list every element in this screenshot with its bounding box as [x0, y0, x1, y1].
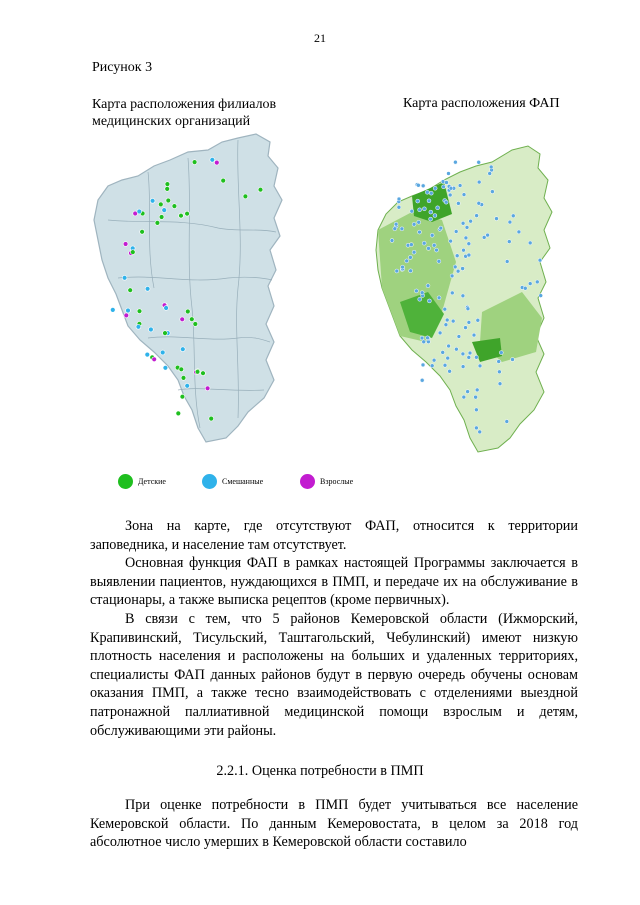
- fap-marker: [538, 258, 542, 262]
- fap-marker: [523, 286, 527, 290]
- fap-marker: [461, 221, 465, 225]
- fap-marker: [474, 408, 478, 412]
- fap-marker: [489, 165, 493, 169]
- fap-marker: [467, 320, 471, 324]
- map-marker: [210, 157, 215, 162]
- green-dot-icon: [118, 474, 133, 489]
- left-region-shape: [94, 134, 282, 442]
- map-marker: [136, 324, 141, 329]
- fap-marker: [437, 296, 441, 300]
- map-marker: [179, 213, 184, 218]
- paragraph-zone: Зона на карте, где отсутствуют ФАП, относится к территории заповедника, и население там отсутствует.: [90, 518, 578, 553]
- fap-marker: [412, 250, 416, 254]
- map-marker: [150, 198, 155, 203]
- fap-marker: [461, 294, 465, 298]
- fap-marker: [418, 208, 422, 212]
- fap-marker: [448, 369, 452, 373]
- fap-marker: [409, 269, 413, 273]
- legend-label: Смешанные: [222, 477, 264, 486]
- paragraph-districts: В связи с тем, что 5 районов Кемеровской области (Ижморский, Крапивинский, Тисульский, Таштагольский, Чебулинский) имеют низкую плотность населения и расположены на больших и удаленных территориях, специалисты ФАП данных районов будут в первую очередь обучены основам оказания ПМП, а также тесно взаимодействовать с отделениями выездной патронажной паллиативной медицинской помощи взрослым и детям, обслуживающими эти районы.: [90, 610, 578, 739]
- fap-marker: [443, 363, 447, 367]
- fap-marker: [397, 197, 401, 201]
- fap-marker: [444, 323, 448, 327]
- fap-marker: [437, 259, 441, 263]
- fap-marker: [465, 225, 469, 229]
- fap-marker: [420, 291, 424, 295]
- fap-marker: [450, 291, 454, 295]
- fap-marker: [445, 181, 449, 185]
- map-marker: [185, 309, 190, 314]
- map-marker: [163, 331, 168, 336]
- map-marker: [166, 198, 171, 203]
- map-marker: [221, 178, 226, 183]
- fap-marker: [457, 335, 461, 339]
- fap-marker: [511, 214, 515, 218]
- fap-marker: [535, 280, 539, 284]
- fap-marker: [476, 318, 480, 322]
- map-marker: [195, 369, 200, 374]
- legend-label: Детские: [138, 477, 166, 486]
- fap-marker: [453, 265, 457, 269]
- fap-marker: [462, 395, 466, 399]
- fap-marker: [410, 209, 414, 213]
- fap-marker: [405, 259, 409, 263]
- fap-marker: [449, 186, 453, 190]
- paragraph-estimate: При оценке потребности в ПМП будет учитываться все население Кемеровской области. По данным Кемеровостата, в целом за 2018 год абсолютное число умерших в Кемеровской области составило: [90, 797, 578, 851]
- fap-marker: [430, 233, 434, 237]
- map-marker: [160, 350, 165, 355]
- map-marker: [124, 313, 129, 318]
- fap-marker: [429, 217, 433, 221]
- fap-marker: [466, 307, 470, 311]
- fap-marker: [426, 284, 430, 288]
- map-marker: [193, 322, 198, 327]
- fap-marker: [441, 350, 445, 354]
- fap-marker: [461, 352, 465, 356]
- fap-marker: [429, 191, 433, 195]
- fap-marker: [511, 358, 515, 362]
- fap-marker: [448, 193, 452, 197]
- map-marker: [158, 202, 163, 207]
- map-marker: [163, 365, 168, 370]
- map-marker: [164, 306, 169, 311]
- fap-marker: [467, 355, 471, 359]
- fap-marker: [456, 269, 460, 273]
- fap-marker: [427, 246, 431, 250]
- map-marker: [180, 394, 185, 399]
- fap-marker: [497, 370, 501, 374]
- map-marker: [179, 367, 184, 372]
- fap-marker: [443, 307, 447, 311]
- fap-marker: [425, 190, 429, 194]
- fap-marker: [490, 190, 494, 194]
- fap-marker: [474, 426, 478, 430]
- fap-marker: [390, 239, 394, 243]
- map-marker: [137, 209, 142, 214]
- fap-marker: [427, 299, 431, 303]
- fap-marker: [462, 248, 466, 252]
- fap-marker: [445, 318, 449, 322]
- fap-marker: [469, 219, 473, 223]
- fap-marker: [461, 267, 465, 271]
- fap-marker: [464, 236, 468, 240]
- fap-map: [372, 142, 562, 458]
- fap-marker: [475, 388, 479, 392]
- fap-marker: [461, 365, 465, 369]
- fap-marker: [505, 260, 509, 264]
- map-marker: [176, 411, 181, 416]
- map-marker: [110, 308, 115, 313]
- fap-marker: [416, 199, 420, 203]
- fap-marker: [458, 184, 462, 188]
- map-marker: [258, 187, 263, 192]
- purple-dot-icon: [300, 474, 315, 489]
- fap-marker: [474, 395, 478, 399]
- right-map-title: Карта расположения ФАП: [403, 96, 560, 111]
- fap-marker: [482, 235, 486, 239]
- fap-marker: [468, 351, 472, 355]
- map-marker: [189, 317, 194, 322]
- fap-marker: [450, 274, 454, 278]
- fap-marker: [453, 160, 457, 164]
- fap-marker: [422, 241, 426, 245]
- map-marker: [180, 317, 185, 322]
- map-marker: [149, 327, 154, 332]
- branches-map: [88, 128, 288, 458]
- fap-marker: [467, 253, 471, 257]
- map-marker: [201, 371, 206, 376]
- map-marker: [192, 160, 197, 165]
- fap-marker: [426, 336, 430, 340]
- fap-marker: [477, 201, 481, 205]
- fap-marker: [395, 269, 399, 273]
- fap-marker: [517, 230, 521, 234]
- map-marker: [165, 182, 170, 187]
- fap-marker: [462, 193, 466, 197]
- map-marker: [137, 309, 142, 314]
- map-marker: [162, 208, 167, 213]
- map-marker: [181, 376, 186, 381]
- body-text: [90, 517, 578, 740]
- fap-marker: [433, 214, 437, 218]
- fap-marker: [397, 205, 401, 209]
- fap-marker: [446, 356, 450, 360]
- map-marker: [185, 383, 190, 388]
- map-marker: [152, 357, 157, 362]
- map-marker: [205, 386, 210, 391]
- fap-marker: [451, 319, 455, 323]
- fap-marker: [401, 265, 405, 269]
- map-marker: [130, 250, 135, 255]
- fap-marker: [466, 390, 470, 394]
- fap-marker: [417, 220, 421, 224]
- paragraph-function: Основная функция ФАП в рамках настоящей Программы заключается в выявлении пациентов, нуждающихся в ПМП, и передаче их на обслуживание в стационары, а также выписка рецептов (кроме первичных).: [90, 555, 578, 609]
- fap-marker: [508, 220, 512, 224]
- fap-marker: [416, 183, 420, 187]
- fap-marker: [528, 241, 532, 245]
- fap-marker: [454, 347, 458, 351]
- map-marker: [145, 286, 150, 291]
- fap-marker: [394, 222, 398, 226]
- figure-label: Рисунок 3: [92, 60, 153, 75]
- fap-marker: [507, 240, 511, 244]
- fap-marker: [436, 206, 440, 210]
- fap-marker: [393, 227, 397, 231]
- fap-marker: [539, 294, 543, 298]
- fap-marker: [442, 185, 446, 189]
- fap-marker: [421, 184, 425, 188]
- fap-marker: [455, 254, 459, 258]
- fap-marker: [475, 214, 479, 218]
- fap-marker: [488, 172, 492, 176]
- fap-marker: [478, 430, 482, 434]
- fap-marker: [408, 255, 412, 259]
- fap-marker: [499, 351, 503, 355]
- fap-marker: [467, 242, 471, 246]
- map-marker: [123, 242, 128, 247]
- map-marker: [140, 229, 145, 234]
- fap-marker: [433, 186, 437, 190]
- fap-marker: [421, 363, 425, 367]
- section-heading: 2.2.1. Оценка потребности в ПМП: [216, 763, 424, 779]
- fap-marker: [528, 282, 532, 286]
- left-map-title: Карта расположения филиалов медицинских организаций: [92, 97, 277, 129]
- fap-marker: [438, 331, 442, 335]
- fap-marker: [420, 378, 424, 382]
- section-body: [90, 796, 578, 852]
- fap-marker: [447, 172, 451, 176]
- map-marker: [126, 308, 131, 313]
- fap-marker: [432, 243, 436, 247]
- fap-marker: [477, 180, 481, 184]
- fap-marker: [412, 222, 416, 226]
- fap-marker: [497, 360, 501, 364]
- fap-marker: [422, 340, 426, 344]
- fap-marker: [427, 199, 431, 203]
- fap-marker: [418, 230, 422, 234]
- map-marker: [159, 215, 164, 220]
- fap-marker: [477, 160, 481, 164]
- fap-marker: [435, 248, 439, 252]
- map-marker: [185, 211, 190, 216]
- fap-marker: [429, 210, 433, 214]
- map-marker: [180, 347, 185, 352]
- map-marker: [165, 187, 170, 192]
- fap-marker: [478, 364, 482, 368]
- fap-marker: [420, 336, 424, 340]
- fap-marker: [447, 344, 451, 348]
- map-marker: [172, 204, 177, 209]
- blue-dot-icon: [202, 474, 217, 489]
- fap-marker: [400, 227, 404, 231]
- fap-marker: [456, 201, 460, 205]
- map-marker: [209, 416, 214, 421]
- fap-marker: [495, 217, 499, 221]
- fap-marker: [498, 382, 502, 386]
- page-number: 21: [314, 31, 326, 45]
- fap-marker: [454, 230, 458, 234]
- map-marker: [214, 160, 219, 165]
- map-marker: [128, 288, 133, 293]
- map-marker: [122, 275, 127, 280]
- map-marker: [155, 221, 160, 226]
- fap-marker: [439, 226, 443, 230]
- fap-marker: [444, 200, 448, 204]
- legend-label: Взрослые: [320, 477, 354, 486]
- fap-marker: [464, 326, 468, 330]
- fap-marker: [449, 239, 453, 243]
- fap-marker: [418, 297, 422, 301]
- fap-marker: [430, 364, 434, 368]
- fap-marker: [472, 333, 476, 337]
- map-marker: [145, 352, 150, 357]
- fap-marker: [409, 243, 413, 247]
- fap-marker: [422, 207, 426, 211]
- fap-marker: [414, 289, 418, 293]
- fap-marker: [474, 355, 478, 359]
- fap-marker: [505, 420, 509, 424]
- map-marker: [243, 194, 248, 199]
- fap-marker: [432, 358, 436, 362]
